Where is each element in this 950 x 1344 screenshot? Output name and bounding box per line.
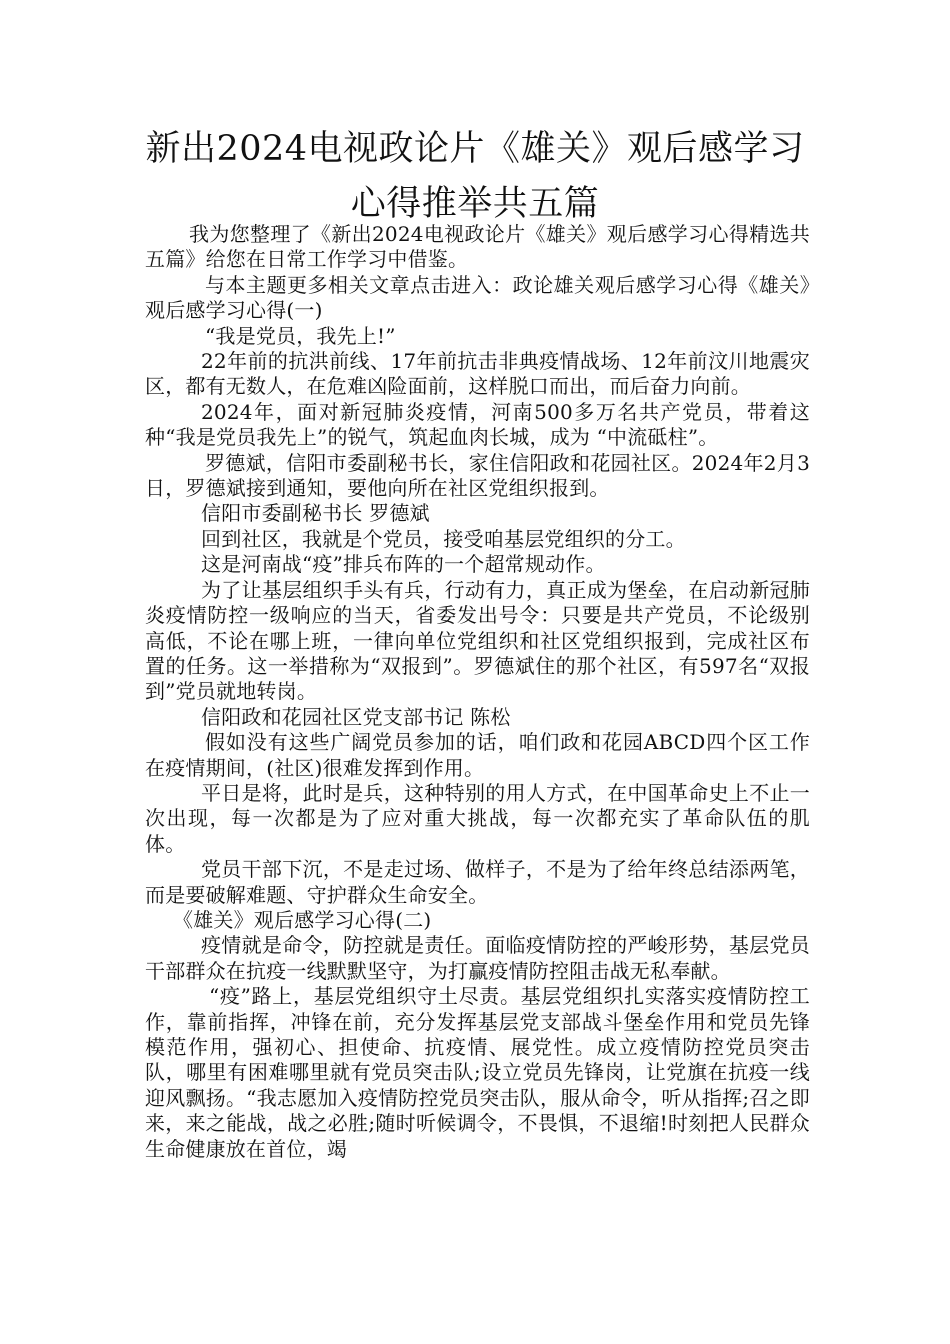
body-paragraph: 2024年，面对新冠肺炎疫情，河南500多万名共产党员，带着这种“我是党员我先上”的锐气，筑起血肉长城，成为 “中流砥柱”。 xyxy=(145,399,810,450)
speaker-caption: 信阳政和花园社区党支部书记 陈松 xyxy=(201,704,511,729)
quote-line: “我是党员，我先上!” xyxy=(205,323,396,348)
section-heading: 《雄关》观后感学习心得(二) xyxy=(173,907,432,932)
body-paragraph: “疫”路上，基层党组织守土尽责。基层党组织扎实落实疫情防控工作，靠前指挥，冲锋在前，充分发挥基层党支部战斗堡垒作用和党员先锋模范作用，强初心、担使命、抗疫情、展党性。成立疫情防控党员突击队，哪里有困难哪里就有党员突击队;设立党员先锋岗，让党旗在抗疫一线迎风飘扬。“我志愿加入疫情防控党员突击队，服从命令，听从指挥;召之即来，来之能战，战之必胜;随时听候调令，不畏惧，不退缩!时刻把人民群众生命健康放在首位，竭 xyxy=(145,984,810,1161)
document-title xyxy=(120,122,830,232)
body-paragraph: 22年前的抗洪前线、17年前抗击非典疫情战场、12年前汶川地震灾区，都有无数人，在危难凶险面前，这样脱口而出，而后奋力向前。 xyxy=(145,349,810,399)
body-paragraph: 平日是将，此时是兵，这种特别的用人方式，在中国革命史上不止一次出现，每一次都是为了应对重大挑战，每一次都充实了革命队伍的肌体。 xyxy=(145,780,810,856)
speaker-caption: 信阳市委副秘书长 罗德斌 xyxy=(201,501,430,526)
body-paragraph: 这是河南战“疫”排兵布阵的一个超常规动作。 xyxy=(201,552,606,577)
body-paragraph: 假如没有这些广阔党员参加的话，咱们政和花园ABCD四个区工作在疫情期间，(社区)很难发挥到作用。 xyxy=(145,730,810,780)
document-body xyxy=(145,222,810,1162)
title-line-1: 新出2024电视政论片《雄关》观后感学习 xyxy=(145,129,805,169)
body-paragraph: 罗德斌，信阳市委副秘书长，家住信阳政和花园社区。2024年2月3日，罗德斌接到通知，要他向所在社区党组织报到。 xyxy=(145,450,810,501)
body-paragraph: 回到社区，我就是个党员，接受咱基层党组织的分工。 xyxy=(201,526,686,551)
body-paragraph: 疫情就是命令，防控就是责任。面临疫情防控的严峻形势，基层党员干部群众在抗疫一线默默坚守，为打赢疫情防控阻击战无私奉献。 xyxy=(145,933,810,983)
intro-paragraph: 我为您整理了《新出2024电视政论片《雄关》观后感学习心得精选共五篇》给您在日常工作学习中借鉴。 xyxy=(145,222,810,272)
related-link-paragraph: 与本主题更多相关文章点击进入：政论雄关观后感学习心得《雄关》观后感学习心得(一) xyxy=(145,272,810,323)
body-paragraph: 为了让基层组织手头有兵，行动有力，真正成为堡垒，在启动新冠肺炎疫情防控一级响应的当天，省委发出号令：只要是共产党员，不论级别高低，不论在哪上班，一律向单位党组织和社区党组织报到，完成社区布置的任务。这一举措称为“双报到”。罗德斌住的那个社区，有597名“双报到”党员就地转岗。 xyxy=(145,577,810,704)
body-paragraph: 党员干部下沉，不是走过场、做样子，不是为了给年终总结添两笔，而是要破解难题、守护群众生命安全。 xyxy=(145,857,810,907)
title-line-2: 心得推举共五篇 xyxy=(350,184,600,224)
